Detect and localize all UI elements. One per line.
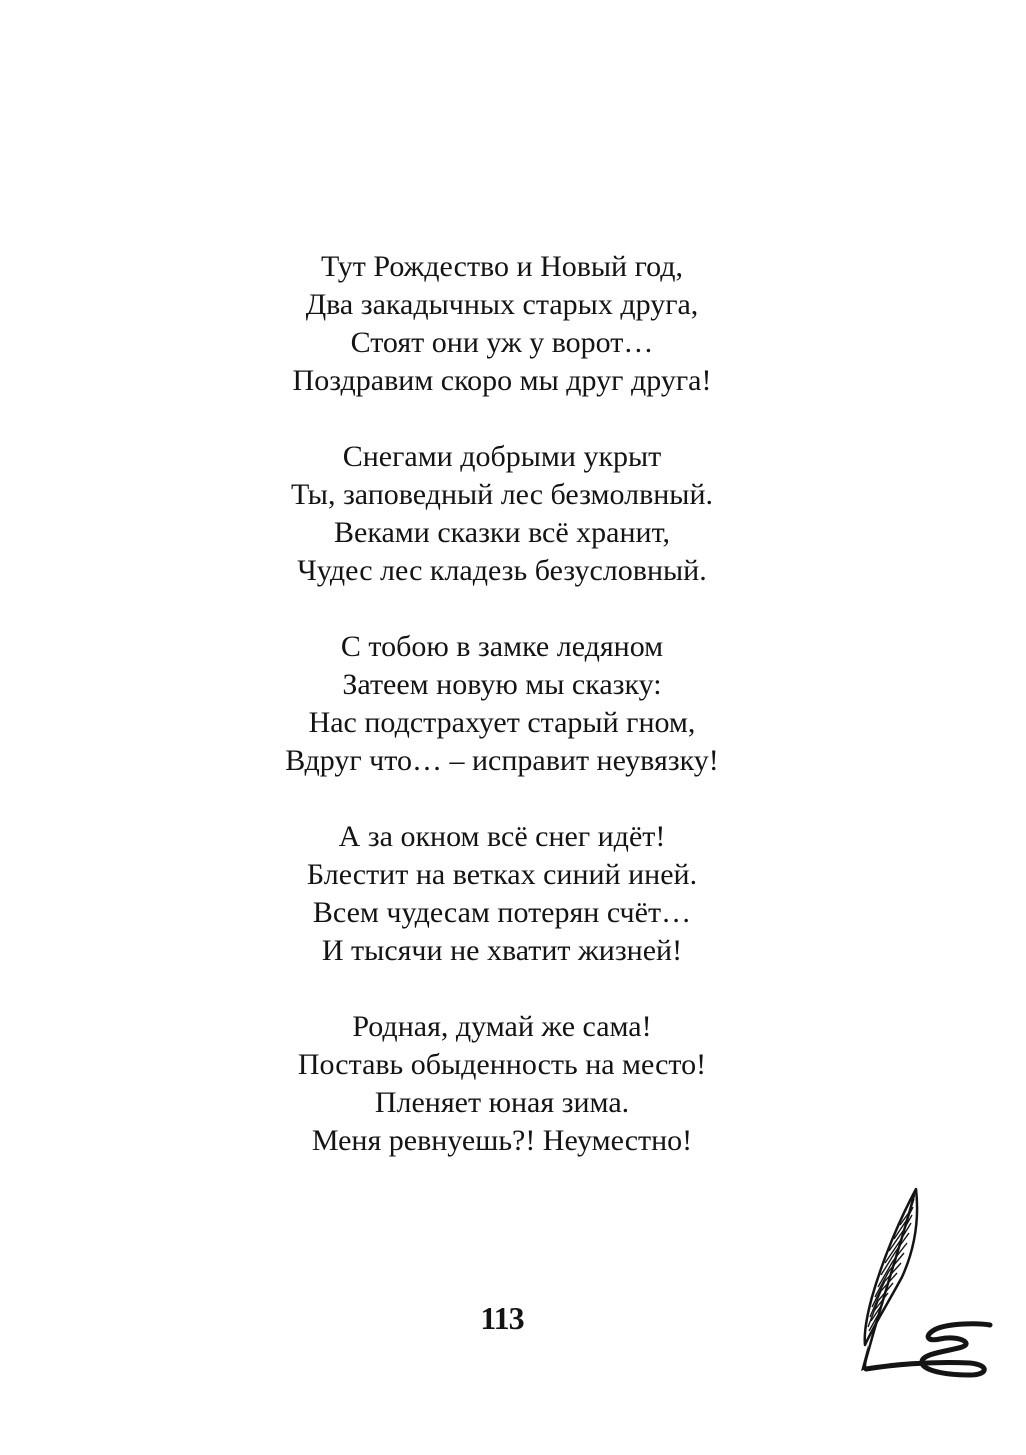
poem-line: Два закадычных старых друга,: [305, 288, 699, 321]
poem-line: Ты, заповедный лес безмолвный.: [290, 478, 714, 511]
poem-line: Нас подстрахует старый гном,: [308, 706, 696, 739]
poem-line: Вдруг что… – исправит неувязку!: [285, 744, 719, 777]
poem-line: Блестит на ветках синий иней.: [306, 858, 698, 891]
poem-line: И тысячи не хватит жизней!: [321, 934, 683, 967]
poem-line: Пленяет юная зима.: [374, 1086, 630, 1119]
poem-line: Всем чудесам потерян счёт…: [312, 896, 692, 929]
stanza: [0, 1008, 1004, 1160]
poem-line: Меня ревнуешь?! Неуместно!: [311, 1124, 693, 1157]
stanza: [0, 248, 1004, 400]
poem-line: Стоят они уж у ворот…: [350, 326, 654, 359]
poem-line: Поздравим скоро мы друг друга!: [292, 364, 712, 397]
poem-line: Чудес лес кладезь безусловный.: [297, 554, 707, 587]
poem-line: С тобою в замке ледяном: [340, 630, 664, 663]
poem-line: Тут Рождество и Новый год,: [320, 250, 684, 283]
stanza: [0, 818, 1004, 970]
poem-line: Снегами добрыми укрыт: [342, 440, 662, 473]
stanza: [0, 438, 1004, 590]
page-number: 113: [480, 1300, 524, 1336]
poem: [0, 248, 1004, 1160]
stanza: [0, 628, 1004, 780]
quill-pen-icon: [850, 1185, 1000, 1385]
poem-line: Затеем новую мы сказку:: [342, 668, 662, 701]
poem-line: Родная, думай же сама!: [352, 1010, 652, 1043]
poem-line: Поставь обыденность на место!: [297, 1048, 707, 1081]
poem-line: А за окном всё снег идёт!: [338, 820, 666, 853]
poem-line: Веками сказки всё хранит,: [334, 516, 670, 549]
